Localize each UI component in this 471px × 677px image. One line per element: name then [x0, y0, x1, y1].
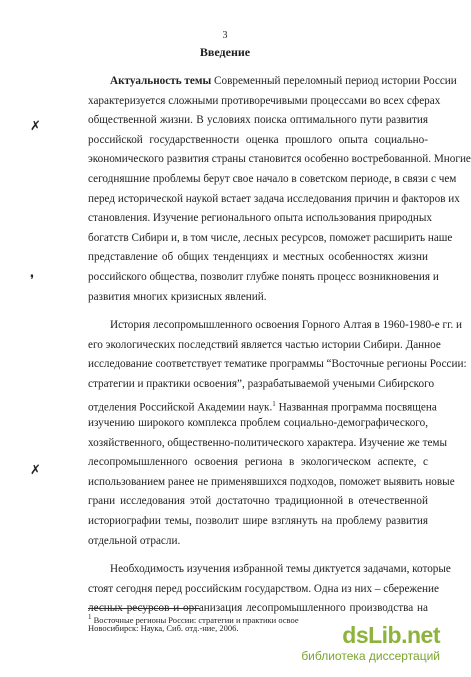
footnote-marker: 1 [88, 613, 92, 621]
watermark-title: dsLib.net [342, 622, 440, 648]
paragraph-line: историографии темы, позволит шире взглянуть на проблему развития [88, 515, 428, 528]
section-heading: Введение [199, 45, 251, 59]
paragraph-line: Актуальность темы Современный переломный период истории России [110, 75, 457, 87]
paragraph-line: стратегии и практики освоения”, разрабатываемой учеными Сибирского [88, 377, 435, 390]
paragraph-line: становления. Изучение регионального опыта использования природных [88, 212, 433, 225]
paragraph-line: российского общества, позволит глубже понять процесс возникновения и [88, 270, 439, 283]
paragraph-line: общественной жизни. В условиях поиска оптимального пути развития [88, 114, 428, 127]
paragraph-line: его экологических последствий является частью истории Сибири. Данное [88, 338, 441, 351]
paragraph-line: исследование соответствует тематике программы “Восточные регионы России: [88, 358, 467, 371]
paragraph-line: сегодняшние проблемы берут свое начало в советском периоде, в связи с чем [88, 172, 457, 185]
paragraph-line: использованием ранее не применявшихся подходов, поможет выявить новые [88, 475, 455, 488]
paragraph-line: богатств Сибири и, в том числе, лесных ресурсов, поможет расширить наше [88, 231, 453, 244]
lead-term: Актуальность темы [110, 75, 212, 87]
footnote-divider [88, 608, 200, 609]
paragraph-line: лесопромышленного освоения региона в экологическом аспекте, с [88, 456, 428, 469]
watermark-subtitle: библиотека диссертаций [301, 649, 440, 663]
margin-mark-icon: ✗ [30, 118, 41, 133]
footnote-line: Новосибирск: Наука, Сиб. отд.-ние, 2006. [88, 623, 239, 633]
paragraph-line: грани исследования этой достаточно традиционной в отечественной [88, 495, 428, 508]
paragraph-line: Необходимость изучения избранной темы диктуется задачами, которые [110, 563, 451, 576]
footnote-line: $^1$ Восточные регионы России: стратегии и практики освое [88, 613, 299, 625]
paragraph-line: изучению широкого комплекса проблем социально-демографического, [88, 417, 428, 430]
paragraph-line: экономического развития страны становится особенно востребованной. Многие [88, 153, 471, 166]
paragraph-line: История лесопромышленного освоения Горного Алтая в 1960-1980-е гг. и [110, 319, 463, 332]
paragraph-line: стоят сегодня перед российским государством. Одна из них – сбережение [88, 582, 439, 595]
paragraph-line: отдельной отрасли. [88, 534, 181, 547]
paragraph-line: представление об общих тенденциях и местных особенностях жизни [88, 251, 428, 264]
paragraph-line: отделения Российской Академии наук.$^1$ Названная программа посвящена [88, 399, 437, 414]
paragraph-line: развития многих кризисных явлений. [88, 290, 267, 303]
margin-mark-icon: ✗ [30, 462, 41, 477]
paragraph-line: характеризуется сложными противоречивыми процессами во всех сферах [88, 94, 441, 107]
watermark-logo [301, 622, 440, 663]
paragraph-line: российской государственности оценка прошлого опыта социально- [88, 133, 428, 146]
margin-mark-icon: ❜ [30, 272, 35, 287]
paragraph-line: хозяйственного, общественно-политического характера. Изучение же темы [88, 436, 448, 449]
paragraph-line: перед исторической наукой встает задача исследования причин и факторов их [88, 192, 460, 205]
paragraph-line: лесных ресурсов и организация лесопромышленного производства на [88, 602, 428, 615]
footnote-ref[interactable]: 1 [272, 399, 276, 408]
body-text [88, 72, 471, 619]
page-number: 3 [222, 30, 228, 41]
